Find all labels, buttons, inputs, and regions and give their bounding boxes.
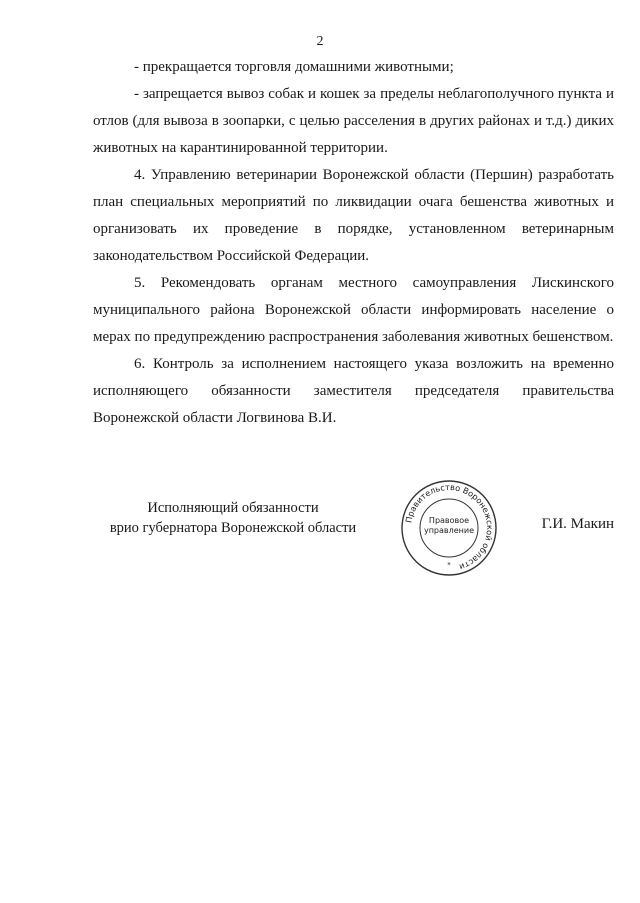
seal-graphic: [399, 478, 499, 578]
seal-star: *: [447, 561, 451, 569]
official-seal-stamp: [399, 478, 499, 578]
seal-inner-line-2: управление: [423, 526, 475, 535]
paragraph-item-6: 6. Контроль за исполнением настоящего указа возложить на временно исполняющего обязанности заместителя председателя правительства Воронежской области Логвинова В.И.: [93, 356, 614, 426]
paragraph-trade-ban: - прекращается торговля домашними животными;: [134, 59, 454, 75]
seal-inner-line-1: Правовое: [428, 516, 470, 525]
signatory-title: [93, 498, 373, 538]
document-body: [93, 54, 614, 432]
seal-outer-text: Правительство Воронежской области: [403, 481, 496, 573]
signatory-name: Г.И. Макин: [541, 516, 614, 532]
page-number: 2: [316, 34, 324, 49]
paragraph-export-ban: - запрещается вывоз собак и кошек за пределы неблагополучного пункта и отлов (для вывоза в зоопарки, с целью расселения в других районах и т.д.) диких животных на карантинированной территории.: [93, 86, 614, 156]
signatory-title-line-1: Исполняющий обязанности: [147, 500, 319, 516]
signatory-title-line-2: врио губернатора Воронежской области: [109, 520, 357, 536]
paragraph-item-5: 5. Рекомендовать органам местного самоуправления Лискинского муниципального района Воронежской области информировать население о мерах по предупреждению распространения заболевания животных бешенством.: [93, 275, 614, 345]
paragraph-item-4: 4. Управлению ветеринарии Воронежской области (Першин) разработать план специальных мероприятий по ликвидации очага бешенства животных и организовать их проведение в порядке, установленном ветеринарным законодательством Российской Федерации.: [93, 167, 614, 264]
